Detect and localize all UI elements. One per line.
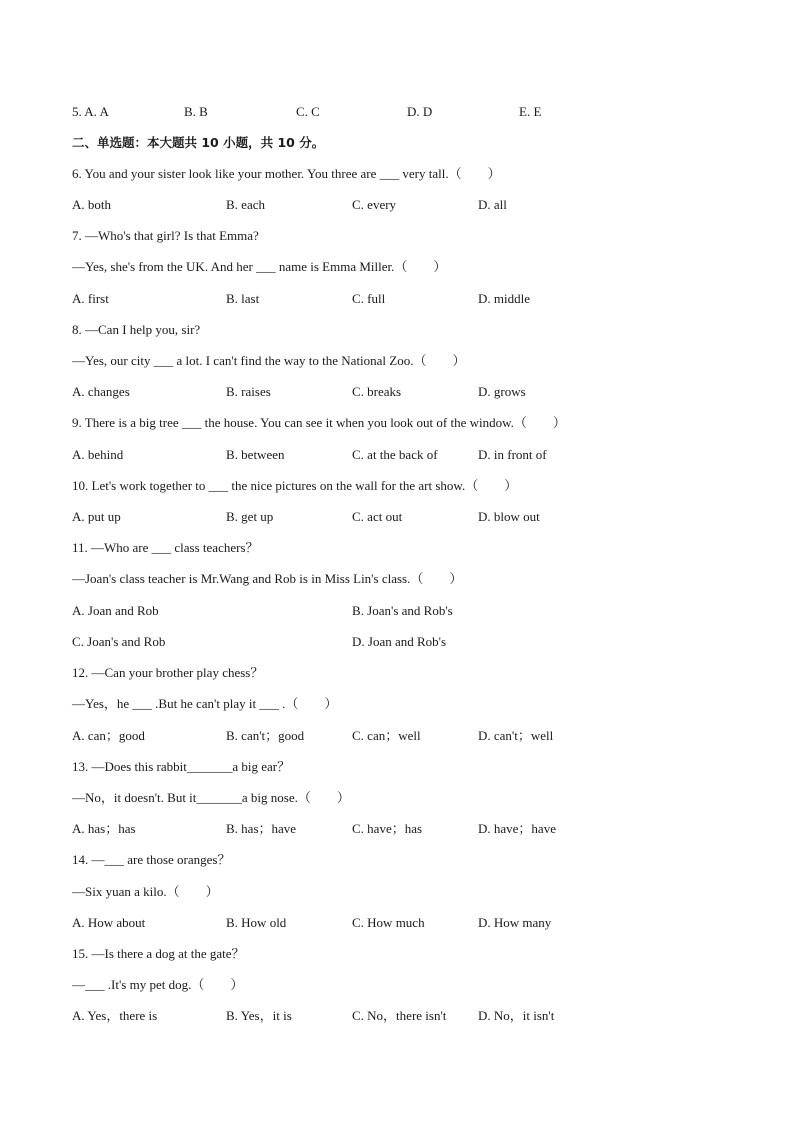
question-10-stem: 10. Let's work together to ___ the nice pictures on the wall for the art show.（ ） <box>72 478 518 493</box>
option-a: A. behind <box>72 447 124 462</box>
option-a: A. changes <box>72 384 130 399</box>
q5-option-a: 5. A. A <box>72 104 109 119</box>
option-c: C. How much <box>352 915 425 930</box>
question-15-stem: 15. —Is there a dog at the gate？ <box>72 946 245 961</box>
question-12-stem: 12. —Can your brother play chess？ <box>72 665 264 680</box>
option-b: B. each <box>226 197 265 212</box>
option-d: D. grows <box>478 384 526 399</box>
question-7-options <box>72 289 752 309</box>
question-9-stem: 9. There is a big tree ___ the house. You can see it when you look out of the window.（ ） <box>72 415 566 430</box>
question-15-options <box>72 1006 752 1026</box>
question-14-stem: 14. —___ are those oranges？ <box>72 852 231 867</box>
q5-option-c: C. C <box>296 104 320 119</box>
question-13-response: —No，it doesn't. But it_______a big nose.（ ） <box>72 790 350 805</box>
question-7-stem: 7. —Who's that girl? Is that Emma? <box>72 228 259 243</box>
option-a: A. both <box>72 197 111 212</box>
option-d: D. all <box>478 197 507 212</box>
section-heading: 二、单选题：本大题共 10 小题，共 10 分。 <box>72 135 325 150</box>
option-c: C. every <box>352 197 397 212</box>
option-d: D. can't；well <box>478 728 554 743</box>
option-d: D. have；have <box>478 821 556 836</box>
option-c: C. Joan's and Rob <box>72 634 166 649</box>
question-12-options <box>72 726 752 746</box>
option-a: A. has；has <box>72 821 136 836</box>
question-13-options <box>72 819 752 839</box>
option-b: B. has；have <box>226 821 297 836</box>
option-d: D. in front of <box>478 447 547 462</box>
option-a: A. can；good <box>72 728 145 743</box>
q5-option-d: D. D <box>407 104 433 119</box>
option-d: D. Joan and Rob's <box>352 634 447 649</box>
question-8-response: —Yes, our city ___ a lot. I can't find the way to the National Zoo.（ ） <box>72 353 466 368</box>
option-b: B. Joan's and Rob's <box>352 603 453 618</box>
question-8-stem: 8. —Can I help you, sir? <box>72 322 201 337</box>
question-9-options <box>72 445 752 465</box>
option-d: D. blow out <box>478 509 540 524</box>
question-11-options-row-2 <box>72 632 752 652</box>
option-d: D. middle <box>478 291 530 306</box>
option-c: C. at the back of <box>352 447 438 462</box>
question-7-response: —Yes, she's from the UK. And her ___ name is Emma Miller.（ ） <box>72 259 447 274</box>
question-11-response: —Joan's class teacher is Mr.Wang and Rob is in Miss Lin's class.（ ） <box>72 571 463 586</box>
question-11-options-row-1 <box>72 601 752 621</box>
option-c: C. No，there isn't <box>352 1008 447 1023</box>
option-c: C. breaks <box>352 384 402 399</box>
option-c: C. full <box>352 291 386 306</box>
question-12-response: —Yes，he ___ .But he can't play it ___ .（ ） <box>72 696 338 711</box>
q5-options <box>72 102 752 122</box>
option-b: B. Yes，it is <box>226 1008 292 1023</box>
option-c: C. act out <box>352 509 403 524</box>
option-d: D. No，it isn't <box>478 1008 555 1023</box>
question-6-stem: 6. You and your sister look like your mother. You three are ___ very tall.（ ） <box>72 166 501 181</box>
option-b: B. raises <box>226 384 271 399</box>
question-11-stem: 11. —Who are ___ class teachers？ <box>72 540 259 555</box>
q5-option-b: B. B <box>184 104 208 119</box>
option-a: A. Joan and Rob <box>72 603 159 618</box>
option-a: A. put up <box>72 509 121 524</box>
option-a: A. first <box>72 291 109 306</box>
option-a: A. Yes，there is <box>72 1008 158 1023</box>
option-b: B. get up <box>226 509 274 524</box>
question-8-options <box>72 382 752 402</box>
option-d: D. How many <box>478 915 552 930</box>
option-b: B. last <box>226 291 260 306</box>
question-14-options <box>72 913 752 933</box>
option-b: B. between <box>226 447 285 462</box>
question-14-response: —Six yuan a kilo.（ ） <box>72 884 219 899</box>
question-15-response: —___ .It's my pet dog.（ ） <box>72 977 244 992</box>
option-b: B. can't；good <box>226 728 305 743</box>
option-b: B. How old <box>226 915 287 930</box>
question-13-stem: 13. —Does this rabbit_______a big ear？ <box>72 759 291 774</box>
option-c: C. have；has <box>352 821 423 836</box>
q5-option-e: E. E <box>519 104 542 119</box>
question-10-options <box>72 507 752 527</box>
question-6-options <box>72 195 752 215</box>
option-a: A. How about <box>72 915 146 930</box>
option-c: C. can；well <box>352 728 421 743</box>
